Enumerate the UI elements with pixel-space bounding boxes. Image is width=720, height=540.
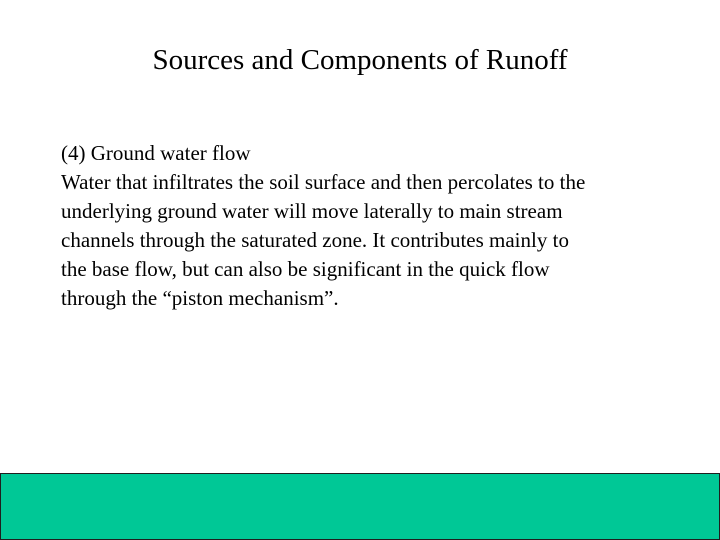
body-line-heading: (4) Ground water flow [61,141,251,165]
body-line: the base flow, but can also be significant in the quick flow [61,257,550,281]
body-line: underlying ground water will move laterally to main stream [61,199,563,223]
slide-body-text [61,139,691,313]
body-line: channels through the saturated zone. It contributes mainly to [61,228,569,252]
body-line: Water that infiltrates the soil surface and then percolates to the [61,170,586,194]
footer-color-band [0,473,720,540]
slide-title: Sources and Components of Runoff [152,44,568,76]
body-line: through the “piston mechanism”. [61,286,339,310]
